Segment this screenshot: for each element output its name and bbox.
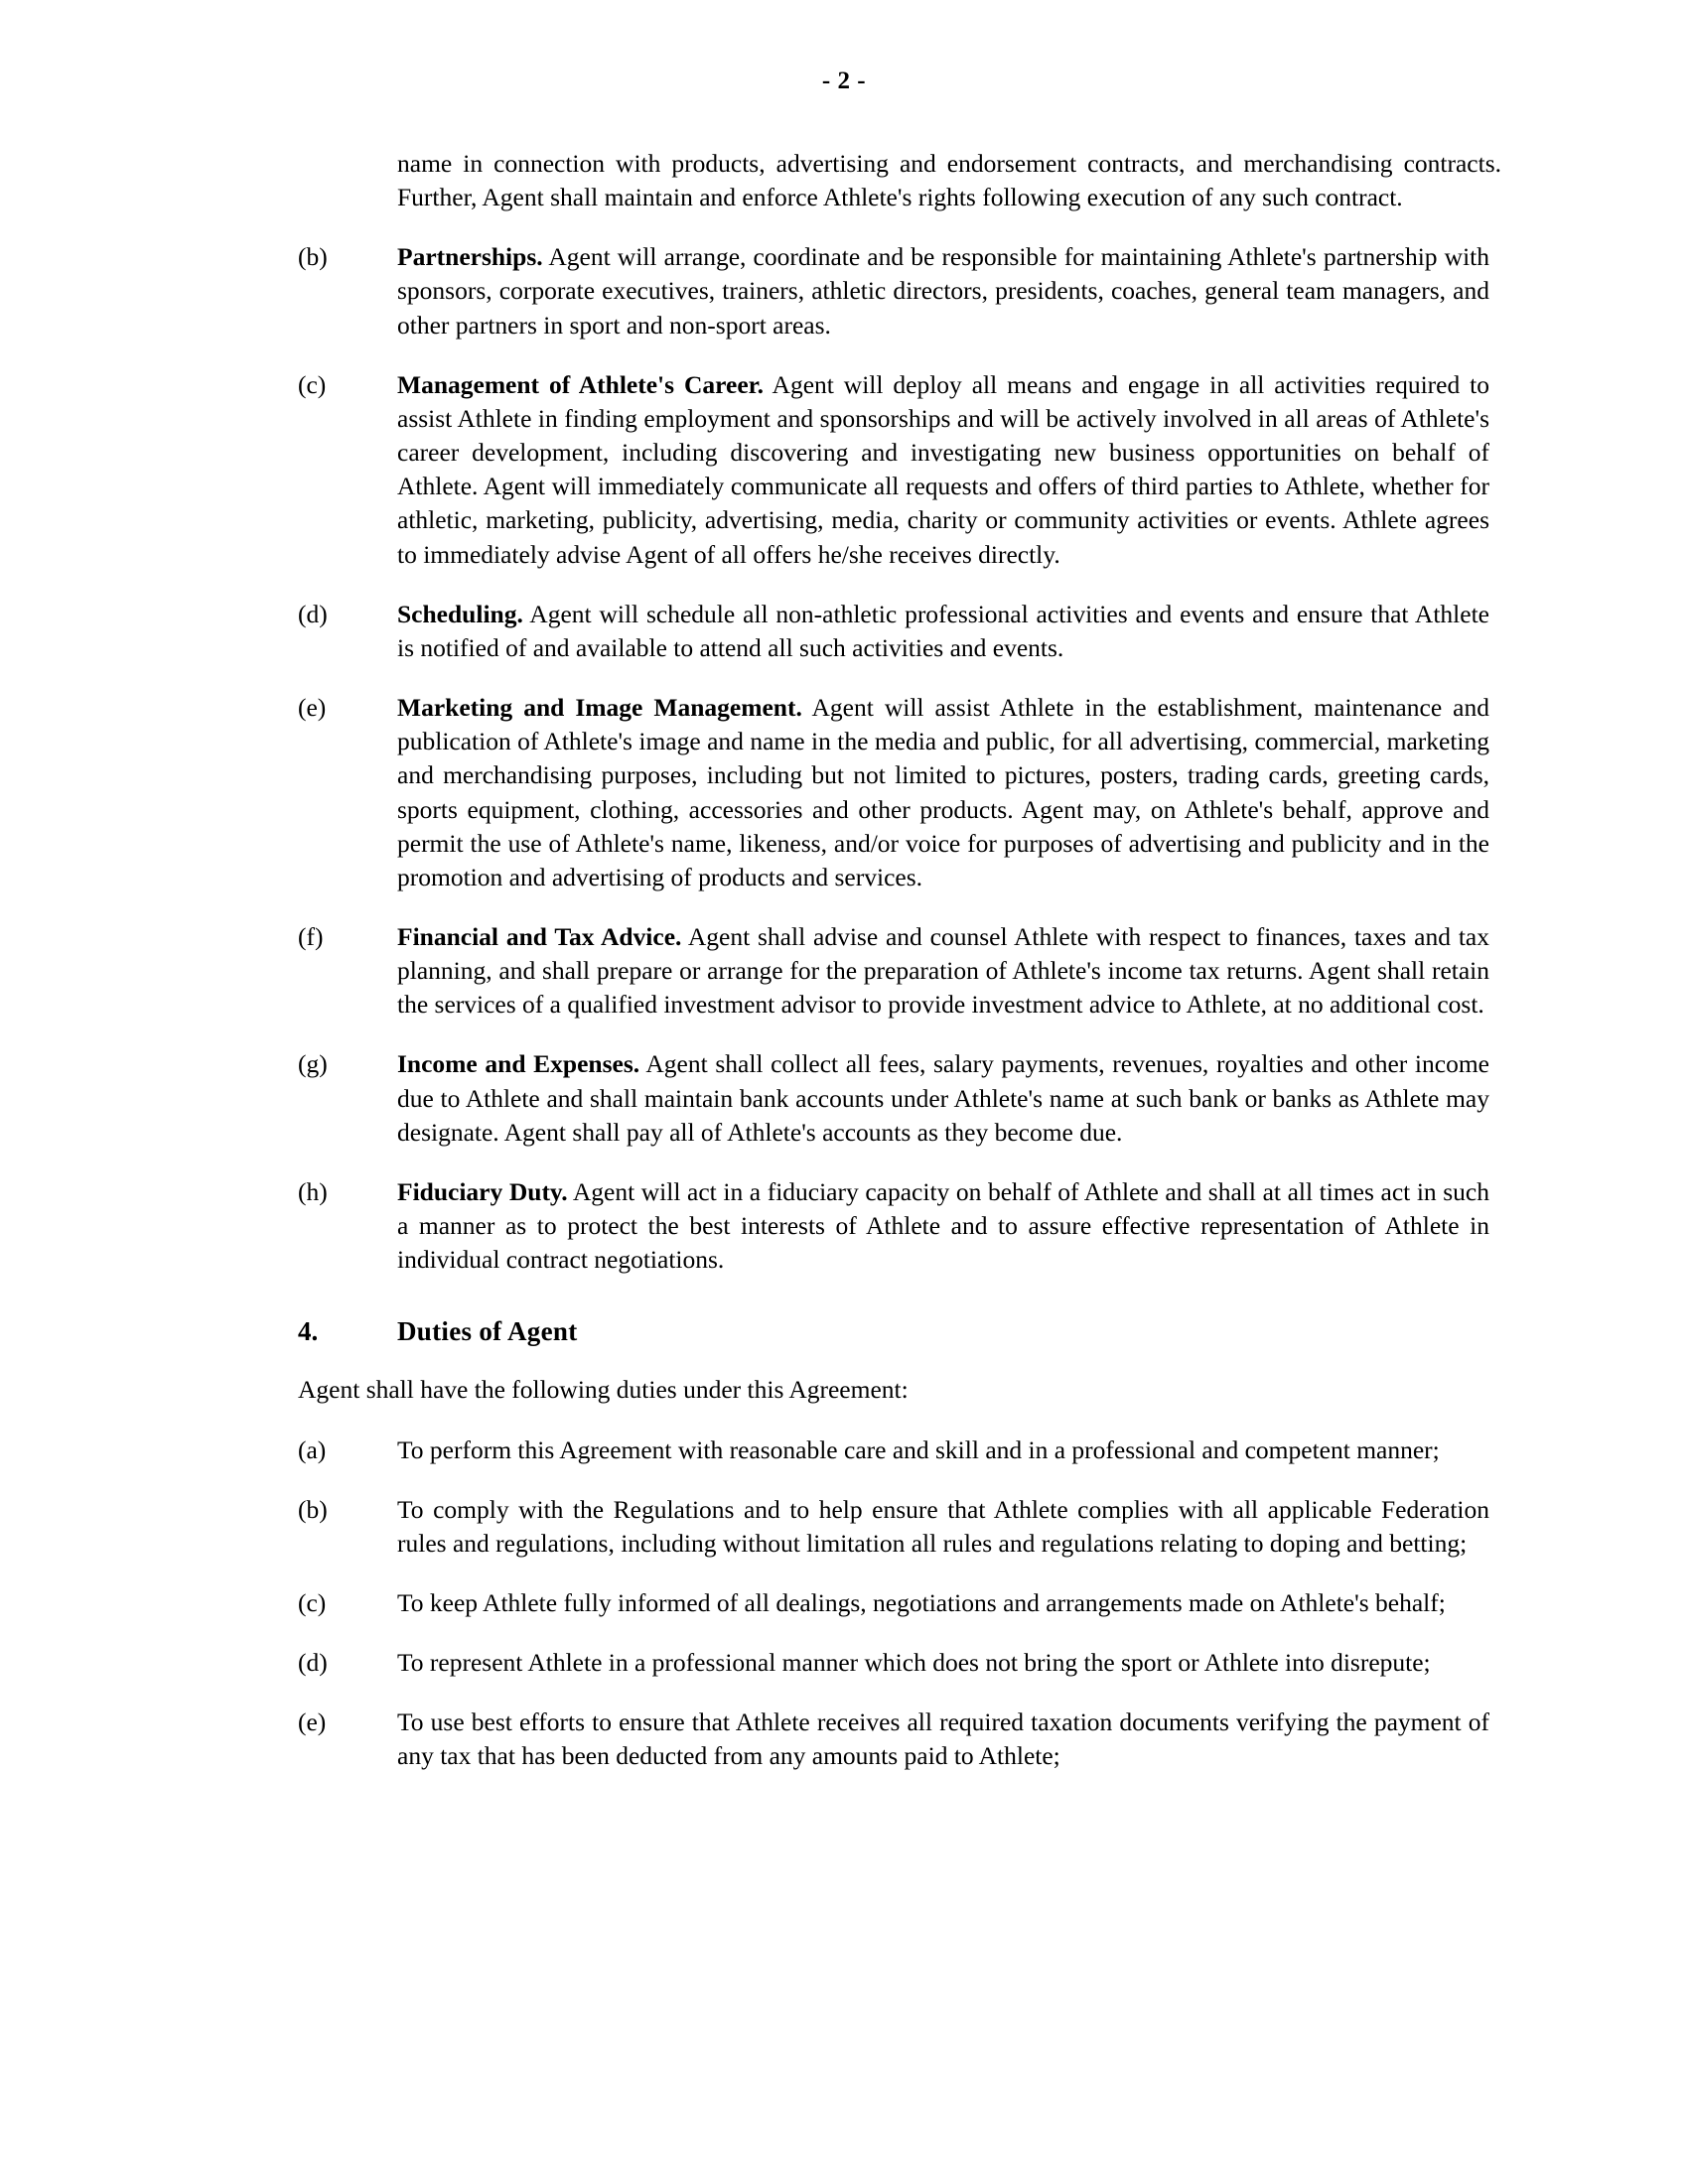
clause-body — [397, 368, 1489, 572]
clause-text: Agent will assist Athlete in the establishment, maintenance and publication of Athlete's image and name in the media and public, for all advertising, commercial, marketing and merchandising purposes, including but not limited to pictures, posters, trading cards, greeting cards, sports equipment, clothing, accessories and other products. Agent may, on Athlete's behalf, approve and permit the use of Athlete's name, likeness, and/or voice for purposes of advertising and publicity and in the promotion and advertising of products and services. — [397, 693, 1489, 891]
clause-text: Agent will deploy all means and engage in all activities required to assist Athlete in finding employment and sponsorships and will be actively involved in all areas of Athlete's career development, including discovering and investigating new business opportunities on behalf of Athlete. Agent will immediately communicate all requests and offers of third parties to Athlete, whether for athletic, marketing, publicity, advertising, media, charity or community activities or events. Athlete agrees to immediately advise Agent of all offers he/she receives directly. — [397, 369, 1489, 569]
clause-item — [298, 368, 1489, 572]
clause-lead: Management of Athlete's Career. — [397, 369, 765, 399]
clause-body: To comply with the Regulations and to help ensure that Athlete complies with all applicable Federation rules and regulations, including without limitation all rules and regulations relating to doping and betting; — [397, 1494, 1489, 1558]
clause-lead: Income and Expenses. — [397, 1049, 640, 1079]
clause-text: Agent will arrange, coordinate and be responsible for maintaining Athlete's partnership with sponsors, corporate executives, trainers, athletic directors, presidents, coaches, general team managers, and other partners in sport and non-sport areas. — [397, 242, 1489, 340]
clause-lead: Fiduciary Duty. — [397, 1176, 568, 1206]
clause-body — [397, 598, 1489, 665]
clause-marker: (d) — [298, 1648, 328, 1678]
section-number: 4. — [298, 1316, 319, 1347]
clause-marker: (e) — [298, 693, 327, 723]
continuation-paragraph: name in connection with products, advertising and endorsement contracts, and merchandising contracts. Further, Agent shall maintain and enforce Athlete's rights following execution of any such contract. — [397, 149, 1501, 212]
clause-item — [298, 1493, 1489, 1561]
clause-item — [298, 1586, 1489, 1620]
clause-lead: Partnerships. — [397, 242, 543, 272]
clause-marker: (c) — [298, 1588, 327, 1617]
clause-marker: (d) — [298, 599, 328, 628]
clause-marker: (h) — [298, 1176, 328, 1206]
clause-body — [397, 1047, 1489, 1149]
clause-body: To use best efforts to ensure that Athlete receives all required taxation documents verifying the payment of any tax that has been deducted from any amounts paid to Athlete; — [397, 1707, 1489, 1771]
clause-body — [397, 240, 1489, 341]
clause-body — [397, 691, 1489, 894]
clause-item — [298, 240, 1489, 341]
clause-marker: (f) — [298, 921, 324, 951]
clause-item — [298, 1047, 1489, 1149]
clause-marker: (e) — [298, 1707, 327, 1737]
document-body — [199, 95, 1501, 1774]
clause-marker: (c) — [298, 369, 327, 399]
section-intro: Agent shall have the following duties under this Agreement: — [298, 1375, 909, 1405]
clause-marker: (b) — [298, 1494, 328, 1524]
clause-item — [298, 1646, 1489, 1680]
clause-body: To perform this Agreement with reasonable care and skill and in a professional and competent manner; — [397, 1434, 1440, 1464]
section-title: Duties of Agent — [397, 1316, 578, 1347]
clause-marker: (b) — [298, 242, 328, 272]
clause-lead: Marketing and Image Management. — [397, 693, 802, 723]
clause-text: Agent will act in a fiduciary capacity on behalf of Athlete and shall at all times act in such a manner as to protect the best interests of Athlete and to assure effective representation of Athlete in individual contract negotiations. — [397, 1176, 1489, 1275]
clause-marker: (g) — [298, 1049, 328, 1079]
section-heading — [298, 1316, 1489, 1347]
clause-lead: Financial and Tax Advice. — [397, 921, 682, 951]
clause-text: Agent will schedule all non-athletic professional activities and events and ensure that Athlete is notified of and available to attend all such activities and events. — [397, 599, 1489, 662]
clause-item — [298, 598, 1489, 665]
clause-lead: Scheduling. — [397, 599, 523, 628]
page-number: - 2 - — [821, 68, 867, 94]
clause-body: To keep Athlete fully informed of all dealings, negotiations and arrangements made on Athlete's behalf; — [397, 1588, 1446, 1617]
clause-text: Agent shall advise and counsel Athlete with respect to finances, taxes and tax planning, and shall prepare or arrange for the preparation of Athlete's income tax returns. Agent shall retain the services of a qualified investment advisor to provide investment advice to Athlete, at no additional cost. — [397, 921, 1489, 1020]
clause-item — [298, 920, 1489, 1022]
clause-text: Agent shall collect all fees, salary payments, revenues, royalties and other income due to Athlete and shall maintain bank accounts under Athlete's name at such bank or banks as Athlete may designate. Agent shall pay all of Athlete's accounts as they become due. — [397, 1049, 1489, 1147]
clause-marker: (a) — [298, 1434, 327, 1464]
clause-item — [298, 1706, 1489, 1773]
clause-body: To represent Athlete in a professional manner which does not bring the sport or Athlete into disrepute; — [397, 1648, 1431, 1678]
clause-item — [298, 1175, 1489, 1277]
clause-body — [397, 1175, 1489, 1277]
clause-body — [397, 920, 1489, 1022]
clause-item — [298, 1433, 1489, 1467]
clause-item — [298, 691, 1489, 894]
